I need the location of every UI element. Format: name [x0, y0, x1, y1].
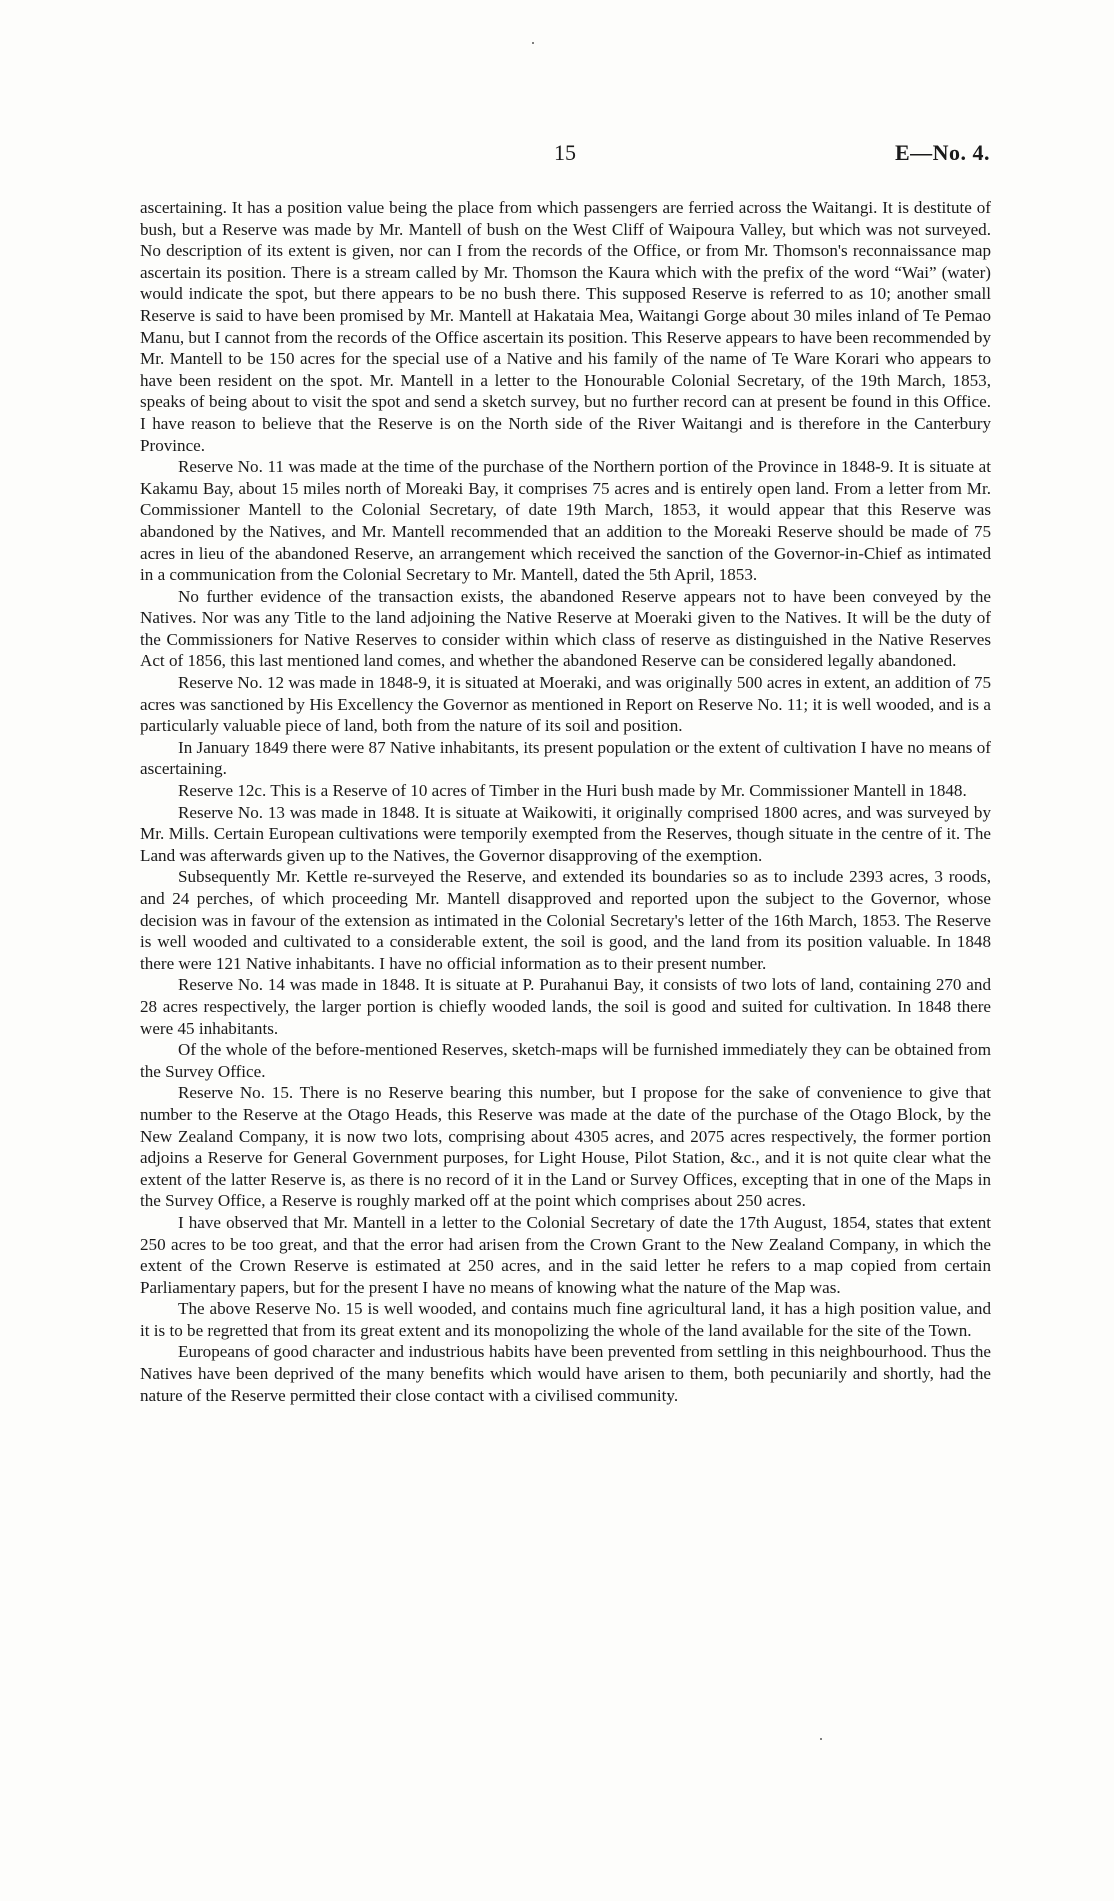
- paragraph: Reserve No. 12 was made in 1848-9, it is situated at Moeraki, and was originally 500 acres in extent, an addition of 75 acres was sanctioned by His Excellency the Governor as mentioned in Report on Reserve No. 11; it is well wooded, and is a particularly valuable piece of land, both from the nature of its soil and position.: [140, 673, 991, 736]
- paragraph: No further evidence of the transaction exists, the abandoned Reserve appears not to have been conveyed by the Natives. Nor was any Title to the land adjoining the Native Reserve at Moeraki given to the Natives. It will be the duty of the Commissioners for Native Reserves to consider within which class of reserve as distinguished in the Native Reserves Act of 1856, this last mentioned land comes, and whether the abandoned Reserve can be considered legally abandoned.: [140, 586, 991, 671]
- paragraph: Reserve No. 15. There is no Reserve bearing this number, but I propose for the sake of convenience to give that number to the Reserve at the Otago Heads, this Reserve was made at the date of the purchase of the Otago Block, by the New Zealand Company, it is now two lots, comprising about 4305 acres, and 2075 acres respectively, the former portion adjoins a Reserve for General Government purposes, for Light House, Pilot Station, &c., and it is not quite clear what the extent of the latter Reserve is, as there is no record of it in the Land or Survey Offices, excepting that in one of the Maps in the Survey Office, a Reserve is roughly marked off at the point which comprises about 250 acres.: [140, 1083, 991, 1211]
- page-number: 15: [554, 140, 576, 165]
- paragraph: Of the whole of the before-mentioned Reserves, sketch-maps will be furnished immediately they can be obtained from the Survey Office.: [140, 1040, 991, 1081]
- body-text: [140, 197, 991, 1406]
- paragraph: Europeans of good character and industrious habits have been prevented from settling in this neighbourhood. Thus the Natives have been deprived of the many benefits which would have arisen to them, both pecuniarily and shortly, had the nature of the Reserve permitted their close contact with a civilised community.: [140, 1342, 991, 1405]
- paragraph: Reserve 12c. This is a Reserve of 10 acres of Timber in the Huri bush made by Mr. Commissioner Mantell in 1848.: [178, 781, 967, 801]
- scan-speck: [820, 1738, 822, 1740]
- paragraph: Reserve No. 11 was made at the time of the purchase of the Northern portion of the Province in 1848-9. It is situate at Kakamu Bay, about 15 miles north of Moreaki Bay, it comprises 75 acres and is entirely open land. From a letter from Mr. Commissioner Mantell to the Colonial Secretary, of date 19th March, 1853, it would appear that this Reserve was abandoned by the Natives, and Mr. Mantell recommended that an addition to the Moreaki Reserve should be made of 75 acres in lieu of the abandoned Reserve, an arrangement which received the sanction of the Governor-in-Chief as intimated in a communication from the Colonial Secretary to Mr. Mantell, dated the 5th April, 1853.: [140, 457, 991, 585]
- paragraph: ascertaining. It has a position value being the place from which passengers are ferried across the Waitangi. It is destitute of bush, but a Reserve was made by Mr. Mantell of bush on the West Cliff of Waipoura Valley, but which was not surveyed. No description of its extent is given, nor can I from the records of the Office, or from Mr. Thomson's reconnaissance map ascertain its position. There is a stream called by Mr. Thomson the Kaura which with the prefix of the word “Wai” (water) would indicate the spot, but there appears to be no bush there. This supposed Reserve is referred to as 10; another small Reserve is said to have been promised by Mr. Mantell at Hakataia Mea, Waitangi Gorge about 30 miles inland of Te Pemao Manu, but I cannot from the records of the Office ascertain its position. This Reserve appears to have been recommended by Mr. Mantell to be 150 acres for the special use of a Native and his family of the name of Te Ware Korari who appears to have been resident on the spot. Mr. Mantell in a letter to the Honourable Colonial Secretary, of the 19th March, 1853, speaks of being about to visit the spot and send a sketch survey, but no further record can at present be found in this Office. I have reason to believe that the Reserve is on the North side of the River Waitangi and is therefore in the Canterbury Province.: [140, 198, 991, 455]
- scan-speck: [532, 42, 534, 44]
- paragraph: The above Reserve No. 15 is well wooded, and contains much fine agricultural land, it has a high position value, and it is to be regretted that from its great extent and its monopolizing the whole of the land available for the site of the Town.: [140, 1299, 991, 1340]
- paragraph: Reserve No. 14 was made in 1848. It is situate at P. Purahanui Bay, it consists of two lots of land, containing 270 and 28 acres respectively, the larger portion is chiefly wooded lands, the soil is good and suited for cultivation. In 1848 there were 45 inhabitants.: [140, 975, 991, 1038]
- paragraph: In January 1849 there were 87 Native inhabitants, its present population or the extent of cultivation I have no means of ascertaining.: [140, 737, 991, 779]
- paragraph: I have observed that Mr. Mantell in a letter to the Colonial Secretary of date the 17th August, 1854, states that extent 250 acres to be too great, and that the error had arisen from the Crown Grant to the New Zealand Company, in which the extent of the Crown Reserve is estimated at 250 acres, and in the said letter he refers to a map copied from certain Parliamentary papers, but for the present I have no means of knowing what the nature of the Map was.: [140, 1212, 991, 1297]
- page-header: [140, 140, 990, 170]
- document-reference: E—No. 4.: [894, 140, 990, 165]
- paragraph: Reserve No. 13 was made in 1848. It is situate at Waikowiti, it originally comprised 1800 acres, and was surveyed by Mr. Mills. Certain European cultivations were temporily exempted from the Reserves, though situate in the centre of it. The Land was afterwards given up to the Natives, the Governor disapproving of the exemption.: [140, 802, 991, 865]
- paragraph: Subsequently Mr. Kettle re-surveyed the Reserve, and extended its boundaries so as to include 2393 acres, 3 roods, and 24 perches, of which proceeding Mr. Mantell disapproved and reported upon the subject to the Governor, whose decision was in favour of the extension as intimated in the Colonial Secretary's letter of the 16th March, 1853. The Reserve is well wooded and cultivated to a considerable extent, the soil is good, and the land from its position valuable. In 1848 there were 121 Native inhabitants. I have no official information as to their present number.: [140, 867, 991, 973]
